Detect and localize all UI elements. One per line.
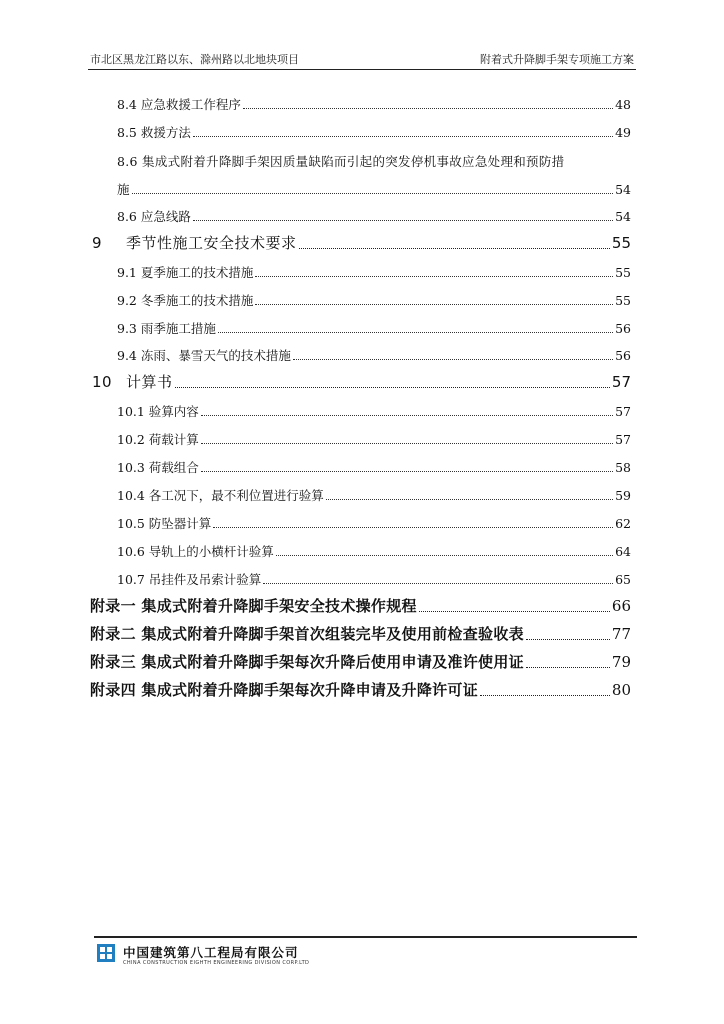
toc-entry-title: 10.6 导轨上的小横杆计验算 <box>117 544 274 559</box>
toc-entry-page: 55 <box>615 265 631 280</box>
toc-leader-dots <box>201 471 613 472</box>
toc-entry[interactable] <box>117 207 631 225</box>
toc-appendix-entry[interactable] <box>90 623 631 645</box>
toc-entry-page: 54 <box>615 209 631 224</box>
toc-entry-title: 10.7 吊挂件及吊索计验算 <box>117 572 262 587</box>
toc-entry-title: 10.3 荷载组合 <box>117 460 199 475</box>
toc-leader-dots <box>201 443 613 444</box>
toc-leader-dots <box>193 220 613 221</box>
toc-leader-dots <box>276 555 613 556</box>
toc-entry-title: 9.2 冬季施工的技术措施 <box>117 293 254 308</box>
footer-company-name-cn: 中国建筑第八工程局有限公司 <box>123 945 299 960</box>
toc-entry-page: 49 <box>615 125 631 140</box>
toc-chapter-number: 9 <box>92 234 103 252</box>
toc-appendix-title: 附录一 集成式附着升降脚手架安全技术操作规程 <box>90 597 417 615</box>
toc-entry-page: 56 <box>615 348 631 363</box>
toc-entry[interactable] <box>117 123 631 141</box>
toc-chapter-title: 季节性施工安全技术要求 <box>126 234 297 252</box>
toc-appendix-title: 附录二 集成式附着升降脚手架首次组装完毕及使用前检查验收表 <box>90 625 524 643</box>
toc-entry-page: 56 <box>615 321 631 336</box>
toc-chapter-entry[interactable] <box>92 232 631 254</box>
toc-chapter-entry[interactable] <box>92 371 631 393</box>
toc-leader-dots <box>263 583 613 584</box>
toc-appendix-entry[interactable] <box>90 679 631 701</box>
toc-entry-wrapped-line[interactable]: 8.6 集成式附着升降脚手架因质量缺陷而引起的突发停机事故应急处理和预防措 <box>117 154 565 169</box>
toc-leader-dots <box>419 611 610 612</box>
toc-leader-dots <box>326 499 613 500</box>
toc-entry-title: 10.4 各工况下，最不利位置进行验算 <box>117 488 324 503</box>
toc-entry[interactable] <box>117 291 631 309</box>
toc-entry-title: 8.5 救援方法 <box>117 125 191 140</box>
page-header <box>88 47 636 70</box>
toc-appendix-title: 附录四 集成式附着升降脚手架每次升降申请及升降许可证 <box>90 681 479 699</box>
toc-leader-dots <box>201 415 613 416</box>
toc-entry[interactable] <box>117 514 631 532</box>
toc-entry-page: 57 <box>615 432 631 447</box>
toc-entry-title: 施 <box>117 182 130 197</box>
toc-leader-dots <box>213 527 613 528</box>
toc-leader-dots <box>175 387 610 388</box>
toc-entry[interactable] <box>117 180 631 198</box>
toc-leader-dots <box>132 193 614 194</box>
toc-entry[interactable] <box>117 402 631 420</box>
toc-entry[interactable] <box>117 346 631 364</box>
toc-entry-page: 48 <box>615 97 631 112</box>
toc-leader-dots <box>255 276 613 277</box>
toc-leader-dots <box>218 332 613 333</box>
toc-entry-title: 9.3 雨季施工措施 <box>117 321 216 336</box>
toc-entry-page: 59 <box>615 488 631 503</box>
toc-entry-page: 58 <box>615 460 631 475</box>
header-project-name: 市北区黑龙江路以东、滁州路以北地块项目 <box>90 53 299 66</box>
toc-entry-page: 66 <box>611 597 631 615</box>
toc-entry[interactable] <box>117 486 631 504</box>
toc-entry-page: 57 <box>611 373 631 391</box>
toc-entry-title: 10.5 防坠器计算 <box>117 516 212 531</box>
toc-appendix-entry[interactable] <box>90 651 631 673</box>
toc-leader-dots <box>255 304 613 305</box>
toc-entry-page: 79 <box>611 653 631 671</box>
toc-entry[interactable] <box>117 542 631 560</box>
toc-entry-page: 64 <box>615 544 631 559</box>
toc-entry-title: 8.4 应急救援工作程序 <box>117 97 241 112</box>
company-logo-icon <box>97 944 115 962</box>
toc-entry-page: 55 <box>615 293 631 308</box>
toc-entry[interactable] <box>117 430 631 448</box>
toc-entry-title: 9.4 冻雨、暴雪天气的技术措施 <box>117 348 291 363</box>
toc-entry-title: 8.6 应急线路 <box>117 209 191 224</box>
header-document-title: 附着式升降脚手架专项施工方案 <box>480 53 634 66</box>
footer-company-name-en: CHINA CONSTRUCTION EIGHTH ENGINEERING DIVISION CORP.LTD <box>123 960 310 966</box>
toc-entry-page: 57 <box>615 404 631 419</box>
toc-entry-page: 55 <box>611 234 631 252</box>
toc-entry-page: 65 <box>615 572 631 587</box>
toc-leader-dots <box>526 639 610 640</box>
toc-entry[interactable] <box>117 319 631 337</box>
toc-chapter-number: 10 <box>92 373 113 391</box>
toc-entry[interactable] <box>117 570 631 588</box>
toc-entry-page: 80 <box>611 681 631 699</box>
toc-leader-dots <box>526 667 610 668</box>
toc-leader-dots <box>299 248 610 249</box>
toc-appendix-title: 附录三 集成式附着升降脚手架每次升降后使用申请及准许使用证 <box>90 653 524 671</box>
toc-entry[interactable] <box>117 95 631 113</box>
toc-entry[interactable] <box>117 458 631 476</box>
toc-chapter-title: 计算书 <box>126 373 173 391</box>
toc-leader-dots <box>193 136 613 137</box>
toc-leader-dots <box>293 359 613 360</box>
toc-appendix-entry[interactable] <box>90 595 631 617</box>
toc-entry[interactable] <box>117 263 631 281</box>
toc-entry-page: 62 <box>615 516 631 531</box>
toc-entry-title: 9.1 夏季施工的技术措施 <box>117 265 254 280</box>
toc-entry-page: 77 <box>611 625 631 643</box>
toc-entry-page: 54 <box>615 182 631 197</box>
toc-leader-dots <box>243 108 613 109</box>
toc-leader-dots <box>480 695 610 696</box>
footer-divider <box>94 936 637 938</box>
toc-entry-title: 10.2 荷载计算 <box>117 432 199 447</box>
toc-entry-title: 10.1 验算内容 <box>117 404 199 419</box>
